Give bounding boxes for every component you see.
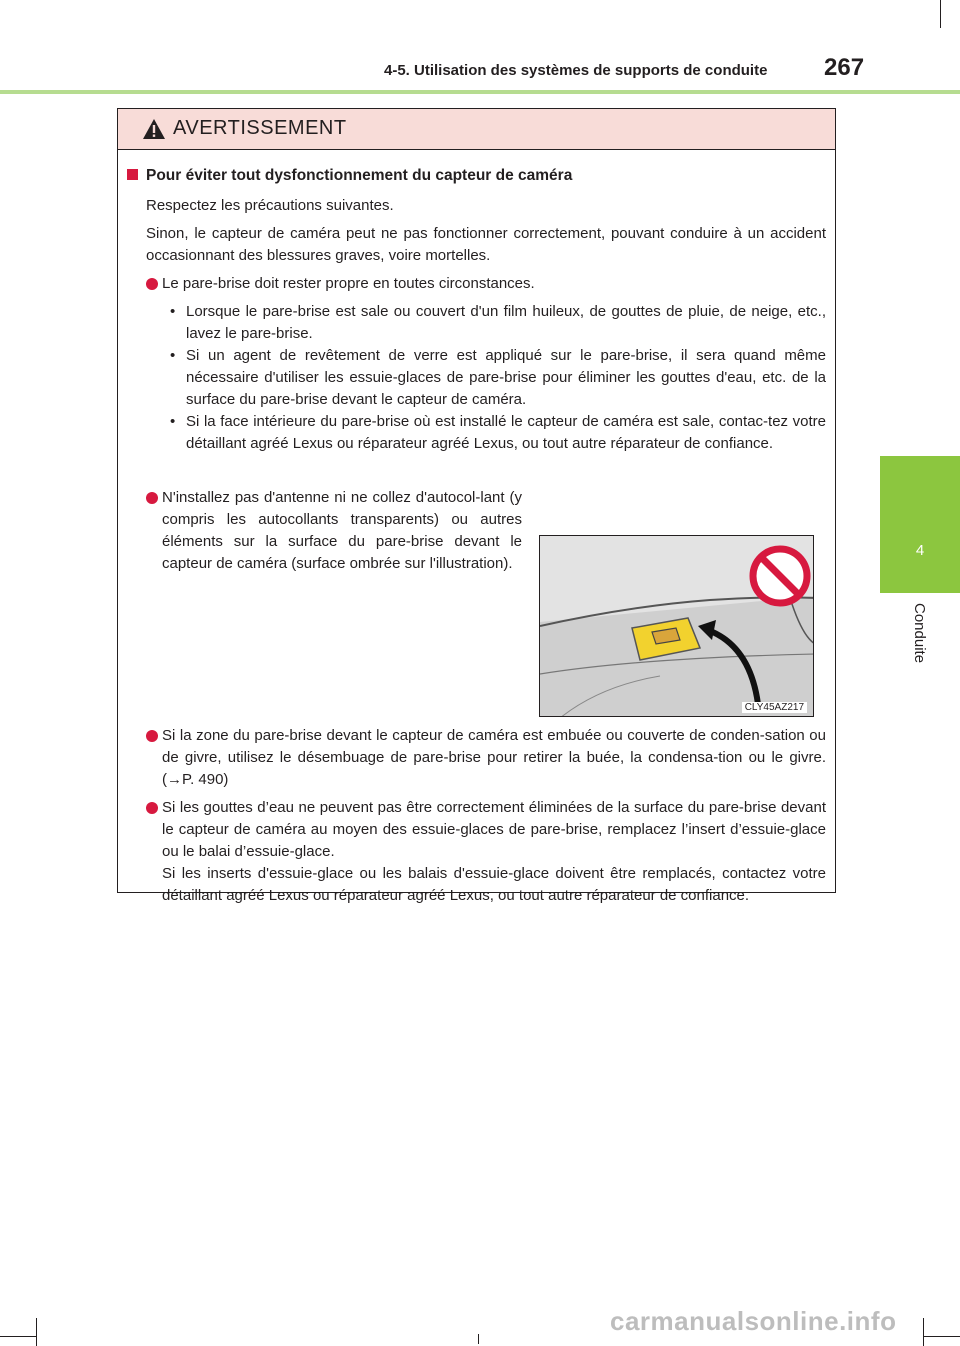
bullet-text: Le pare-brise doit rester propre en toutes circonstances. (162, 275, 535, 292)
crop-mark (478, 1334, 479, 1344)
sub-bullet-marker: • (170, 303, 176, 320)
section-title (127, 167, 572, 185)
sub-item-text: Si un agent de revêtement de verre est appliqué sur le pare-brise, il sera quand même nécessaire d'utiliser les essuie-glaces de pare-brise pour éliminer les gouttes d'eau, etc. de la surface du pare-brise devant le capteur de caméra. (186, 347, 826, 408)
bullet-item-3 (146, 725, 826, 791)
sub-bullet-marker: • (170, 347, 176, 364)
intro-paragraph-2: Sinon, le capteur de caméra peut ne pas fonctionner correctement, pouvant conduire à un accident occasionnant des blessures graves, voire mortelles. (146, 225, 826, 264)
sub-item-text: Lorsque le pare-brise est sale ou couvert d'un film huileux, de gouttes de pluie, de neige, etc., lavez le pare-brise. (186, 303, 826, 342)
section-title-text: Pour éviter tout dysfonctionnement du capteur de caméra (146, 167, 573, 184)
running-header-title: 4-5. Utilisation des systèmes de supports de conduite (384, 62, 768, 79)
bullet-text: N'installez pas d'antenne ni ne collez d'autocol-lant (y compris les autocollants transparents) ou autres éléments sur la surface du pare-brise devant le capteur de caméra (surface ombrée sur l'illustration). (162, 489, 522, 572)
crop-mark (36, 1318, 37, 1346)
page-number: 267 (824, 54, 865, 81)
crop-mark (924, 1336, 960, 1337)
sub-item-3 (170, 411, 826, 455)
header-rule (0, 90, 960, 94)
sub-item-text: Si la face intérieure du pare-brise où est installé le capteur de caméra est sale, contac-tez votre détaillant agréé Lexus ou réparateur agréé Lexus, ou tout autre réparateur de confiance. (186, 413, 826, 452)
bullet-dot (146, 278, 158, 290)
bullet-text-continued: Si les inserts d'essuie-glace ou les balais d'essuie-glace doivent être remplacés, contactez votre détaillant agréé Lexus ou réparateur agréé Lexus, ou tout autre réparateur de confiance. (162, 865, 826, 904)
bullet-dot (146, 492, 158, 504)
sub-bullet-marker: • (170, 413, 176, 430)
bullet-item-2 (146, 487, 522, 575)
intro-paragraph-1: Respectez les précautions suivantes. (146, 197, 394, 214)
windshield-illustration-graphic (540, 536, 814, 717)
chapter-tab (880, 456, 960, 593)
bullet-dot (146, 802, 158, 814)
chapter-number: 4 (915, 542, 925, 559)
bullet-text: Si les gouttes d’eau ne peuvent pas être correctement éliminées de la surface du pare-brise devant le capteur de caméra au moyen des essuie-glaces de pare-brise, remplacez l’insert d’essuie-glace ou le balai d’essuie-glace. (162, 799, 826, 860)
bullet-dot (146, 730, 158, 742)
bullet-item-4 (146, 797, 826, 907)
bullet-item-1 (146, 273, 826, 295)
illustration-code: CLY45AZ217 (742, 702, 807, 713)
bullet-text: Si la zone du pare-brise devant le capteur de caméra est embuée ou couverte de conden-sation ou de givre, utilisez le désembuage de pare-brise pour retirer la buée, la condensa-tion ou le givre. (→P. 490) (162, 727, 826, 788)
warning-header (118, 109, 835, 150)
warning-box (117, 108, 836, 904)
sub-item-1 (170, 301, 826, 345)
crop-mark (923, 1318, 924, 1346)
watermark: carmanualsonline.info (610, 1306, 897, 1336)
warning-label: AVERTISSEMENT (173, 117, 347, 139)
chapter-label-container (880, 593, 960, 693)
warning-triangle-icon (142, 118, 166, 140)
chapter-label: Conduite (911, 603, 928, 664)
crop-mark (0, 1336, 36, 1337)
red-square-marker (127, 169, 138, 180)
crop-mark (940, 0, 941, 28)
sub-item-2 (170, 345, 826, 411)
windshield-sticker-illustration (539, 535, 814, 717)
